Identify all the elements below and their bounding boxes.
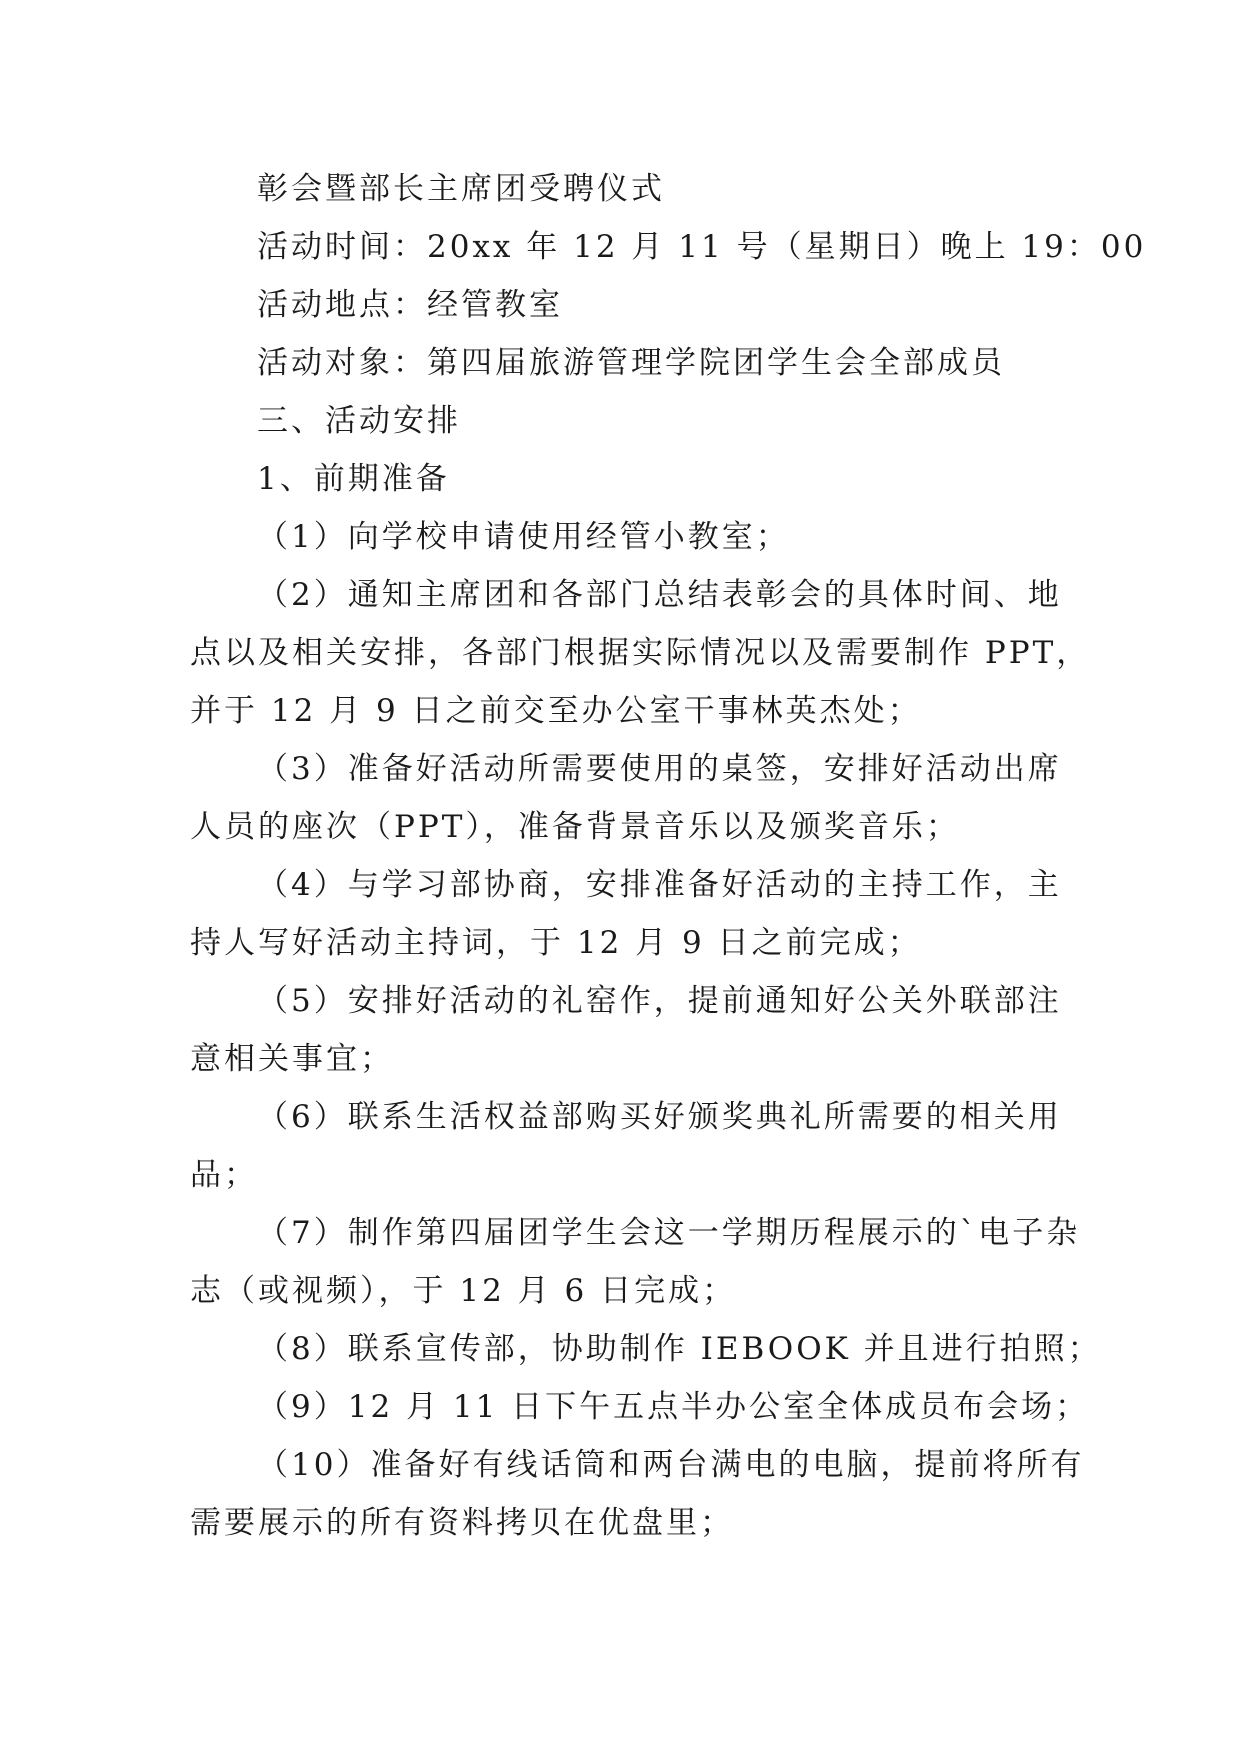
list-item-continuation: 需要展示的所有资料拷贝在优盘里；	[190, 1505, 734, 1541]
list-item: （3）准备好活动所需要使用的桌签，安排好活动出席	[257, 751, 1062, 787]
text-line: 彰会暨部长主席团受聘仪式	[257, 171, 665, 207]
list-item-continuation: 持人写好活动主持词，于 12 月 9 日之前完成；	[190, 925, 922, 961]
text-line: 活动地点：经管教室	[257, 287, 563, 323]
text-line: 活动时间：20xx 年 12 月 11 号（星期日）晚上 19：00	[257, 229, 1147, 265]
list-item: （7）制作第四届团学生会这一学期历程展示的`电子杂	[257, 1215, 1081, 1251]
list-item-continuation: 品；	[190, 1157, 258, 1193]
list-item: （2）通知主席团和各部门总结表彰会的具体时间、地	[257, 577, 1062, 613]
document-body	[190, 160, 1147, 1552]
list-item: （4）与学习部协商，安排准备好活动的主持工作，主	[257, 867, 1062, 903]
list-item-continuation: 并于 12 月 9 日之前交至办公室干事林英杰处；	[190, 693, 922, 729]
subsection-heading: 1、前期准备	[257, 461, 450, 497]
section-heading: 三、活动安排	[257, 403, 461, 439]
list-item: （8）联系宣传部，协助制作 IEBOOK 并且进行拍照；	[257, 1331, 1102, 1367]
list-item: （6）联系生活权益部购买好颁奖典礼所需要的相关用	[257, 1099, 1062, 1135]
list-item: （1）向学校申请使用经管小教室；	[257, 519, 790, 555]
list-item-continuation: 点以及相关安排，各部门根据实际情况以及需要制作 PPT，	[190, 635, 1091, 671]
list-item-continuation: 志（或视频），于 12 月 6 日完成；	[190, 1273, 737, 1309]
list-item: （5）安排好活动的礼窑作，提前通知好公关外联部注	[257, 983, 1062, 1019]
text-line: 活动对象：第四届旅游管理学院团学生会全部成员	[257, 345, 1005, 381]
list-item-continuation: 意相关事宜；	[190, 1041, 394, 1077]
list-item: （9）12 月 11 日下午五点半办公室全体成员布会场；	[257, 1389, 1090, 1425]
list-item: （10）准备好有线话筒和两台满电的电脑，提前将所有	[257, 1447, 1085, 1483]
list-item-continuation: 人员的座次（PPT），准备背景音乐以及颁奖音乐；	[190, 809, 960, 845]
